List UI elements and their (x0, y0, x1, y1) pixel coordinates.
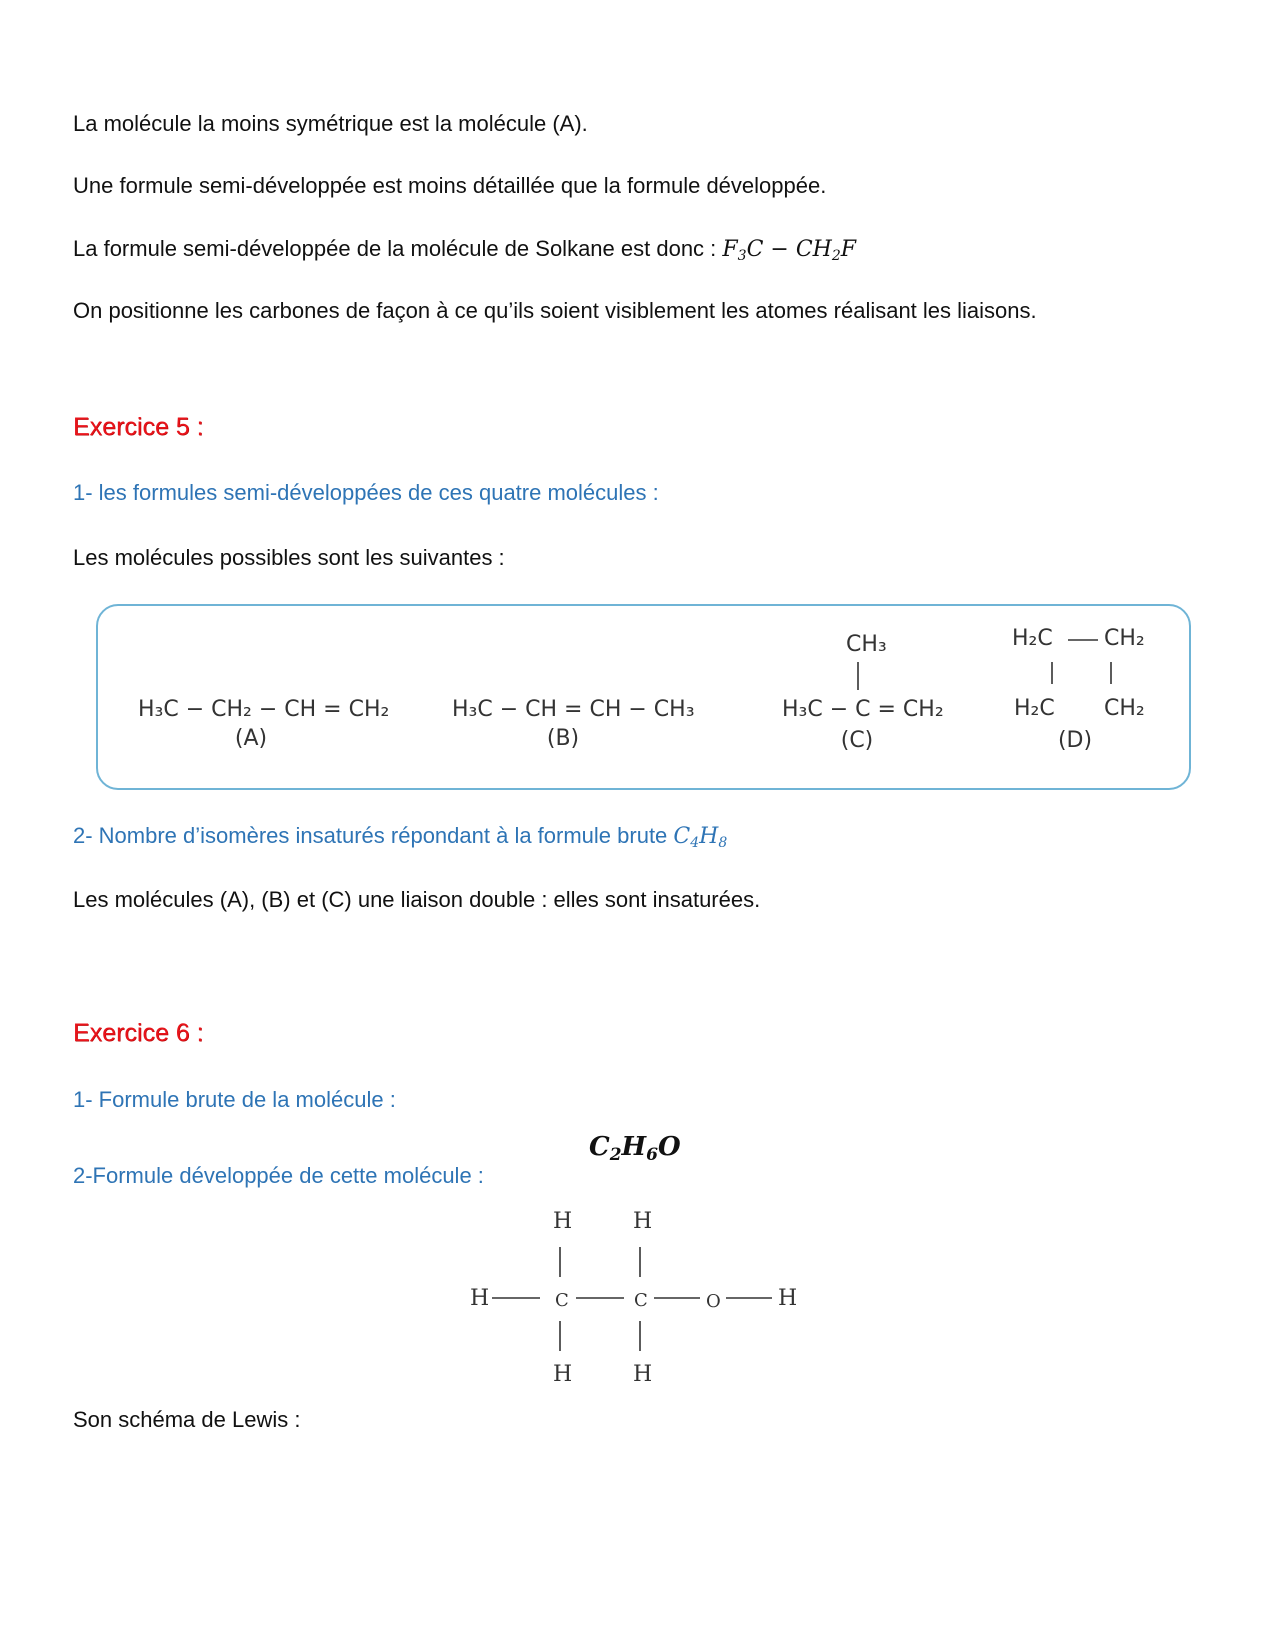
atom-c2: C (634, 1290, 648, 1311)
brute-formula: $C_2H_6O$ (589, 1132, 681, 1165)
exercise-5-heading: Exercice 5 : (73, 413, 204, 441)
molecule-c-label: (C) (840, 728, 874, 753)
paragraph-carbon-position: On positionne les carbones de façon à ce qu’ils soient visiblement les atomes réalisant les liaisons. (73, 298, 1037, 323)
molecule-d-ring-bonds (1010, 626, 1160, 706)
molecule-d-bottom-right: CH₂ (1104, 696, 1145, 721)
paragraph-asymmetry: La molécule la moins symétrique est la molécule (A). (73, 111, 588, 136)
molecule-b-label: (B) (546, 726, 580, 751)
paragraph-solkane (73, 235, 856, 264)
atom-h-bottom-1: H (553, 1362, 573, 1387)
atom-h-left: H (470, 1286, 490, 1311)
paragraph-semi-developed: Une formule semi-développée est moins détaillée que la formule développée. (73, 173, 827, 198)
exercise-5-question-1: 1- les formules semi-développées de ces quatre molécules : (73, 480, 659, 505)
solkane-text: La formule semi-développée de la molécule de Solkane est donc : (73, 236, 723, 261)
atom-c1: C (555, 1290, 569, 1311)
atom-h-top-1: H (553, 1209, 573, 1234)
atom-h-top-2: H (633, 1209, 653, 1234)
developed-formula (460, 1205, 820, 1405)
c4h8-formula: $C_4H_8$ (673, 824, 728, 851)
molecule-d-top-right: CH₂ (1104, 626, 1145, 651)
exercise-5-intro: Les molécules possibles sont les suivantes : (73, 545, 505, 570)
molecule-c-methyl: CH₃ (846, 632, 887, 657)
molecule-d-top-left: H₂C (1012, 626, 1053, 651)
molecule-c-formula: H₃C − C = CH₂ (782, 697, 944, 722)
lewis-caption: Son schéma de Lewis : (73, 1407, 301, 1432)
atom-h-right: H (778, 1286, 798, 1311)
atom-o: O (706, 1291, 721, 1312)
molecule-a-label: (A) (234, 726, 268, 751)
molecule-d-bottom-left: H₂C (1014, 696, 1055, 721)
molecule-c-bond (855, 662, 861, 692)
solkane-formula: $F_3C - CH_2F$ (722, 237, 857, 264)
molecule-a-formula: H₃C − CH₂ − CH = CH₂ (138, 697, 390, 722)
molecule-d-label: (D) (1057, 728, 1093, 753)
atom-h-bottom-2: H (633, 1362, 653, 1387)
exercise-6-question-1: 1- Formule brute de la molécule : (73, 1087, 396, 1112)
exercise-6-question-2: 2-Formule développée de cette molécule : (73, 1163, 484, 1188)
molecule-b-formula: H₃C − CH = CH − CH₃ (452, 697, 695, 722)
exercise-5-answer: Les molécules (A), (B) et (C) une liaison double : elles sont insaturées. (73, 887, 761, 912)
exercise-5-question-2: 2- Nombre d’isomères insaturés répondant à la formule brute $C_4H_8$ (73, 823, 728, 851)
exercise-6-heading: Exercice 6 : (73, 1019, 204, 1047)
